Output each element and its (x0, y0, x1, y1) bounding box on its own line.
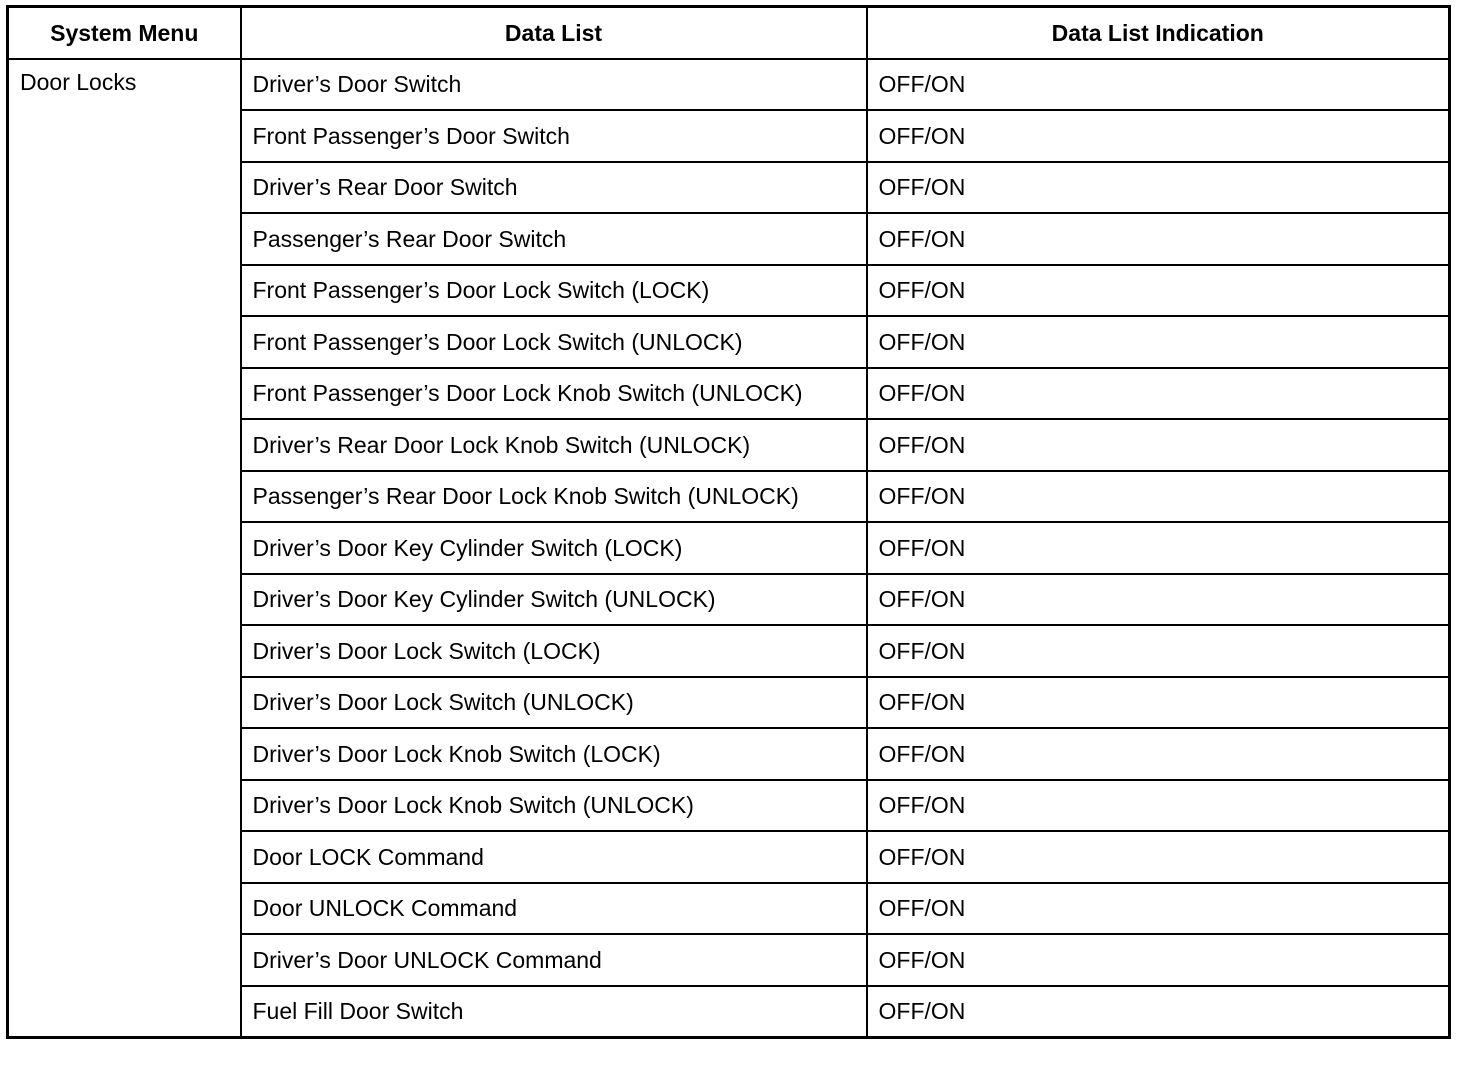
data-list-item: Passenger’s Rear Door Lock Knob Switch (UNLOCK) (241, 471, 867, 523)
data-list-indication: OFF/ON (867, 522, 1450, 574)
header-row (8, 7, 1450, 59)
data-list-indication: OFF/ON (867, 419, 1450, 471)
data-list-indication: OFF/ON (867, 728, 1450, 780)
data-list-item: Driver’s Door Key Cylinder Switch (UNLOCK) (241, 574, 867, 626)
data-list-item: Driver’s Door Lock Knob Switch (UNLOCK) (241, 780, 867, 832)
data-list-indication: OFF/ON (867, 986, 1450, 1038)
header-system-menu: System Menu (8, 7, 241, 59)
data-list-item: Front Passenger’s Door Lock Switch (UNLOCK) (241, 316, 867, 368)
data-list-item: Fuel Fill Door Switch (241, 986, 867, 1038)
data-list-indication: OFF/ON (867, 59, 1450, 111)
data-list-item: Door UNLOCK Command (241, 883, 867, 935)
system-menu-cell: Door Locks (8, 59, 241, 1038)
data-list-indication: OFF/ON (867, 574, 1450, 626)
data-list-indication: OFF/ON (867, 471, 1450, 523)
data-list-item: Passenger’s Rear Door Switch (241, 213, 867, 265)
data-list-indication: OFF/ON (867, 368, 1450, 420)
data-list-indication: OFF/ON (867, 625, 1450, 677)
header-data-list-indication: Data List Indication (867, 7, 1450, 59)
data-list-indication: OFF/ON (867, 934, 1450, 986)
data-list-item: Front Passenger’s Door Lock Switch (LOCK) (241, 265, 867, 317)
data-list-indication: OFF/ON (867, 883, 1450, 935)
data-list-indication: OFF/ON (867, 831, 1450, 883)
table-row (8, 59, 1450, 111)
data-list-indication: OFF/ON (867, 110, 1450, 162)
data-list-item: Driver’s Door Lock Switch (UNLOCK) (241, 677, 867, 729)
data-list-indication: OFF/ON (867, 316, 1450, 368)
data-list-item: Driver’s Door Key Cylinder Switch (LOCK) (241, 522, 867, 574)
data-list-item: Front Passenger’s Door Switch (241, 110, 867, 162)
data-list-indication: OFF/ON (867, 162, 1450, 214)
data-list-item: Door LOCK Command (241, 831, 867, 883)
data-list-item: Front Passenger’s Door Lock Knob Switch (UNLOCK) (241, 368, 867, 420)
data-list-indication: OFF/ON (867, 213, 1450, 265)
table-body (8, 59, 1450, 1038)
data-list-item: Driver’s Rear Door Lock Knob Switch (UNLOCK) (241, 419, 867, 471)
data-list-item: Driver’s Door Lock Switch (LOCK) (241, 625, 867, 677)
data-list-item: Driver’s Door UNLOCK Command (241, 934, 867, 986)
data-list-item: Driver’s Rear Door Switch (241, 162, 867, 214)
data-list-item: Driver’s Door Switch (241, 59, 867, 111)
data-list-indication: OFF/ON (867, 265, 1450, 317)
data-list-indication: OFF/ON (867, 677, 1450, 729)
header-data-list: Data List (241, 7, 867, 59)
data-list-item: Driver’s Door Lock Knob Switch (LOCK) (241, 728, 867, 780)
data-list-indication: OFF/ON (867, 780, 1450, 832)
data-list-table (6, 5, 1451, 1039)
